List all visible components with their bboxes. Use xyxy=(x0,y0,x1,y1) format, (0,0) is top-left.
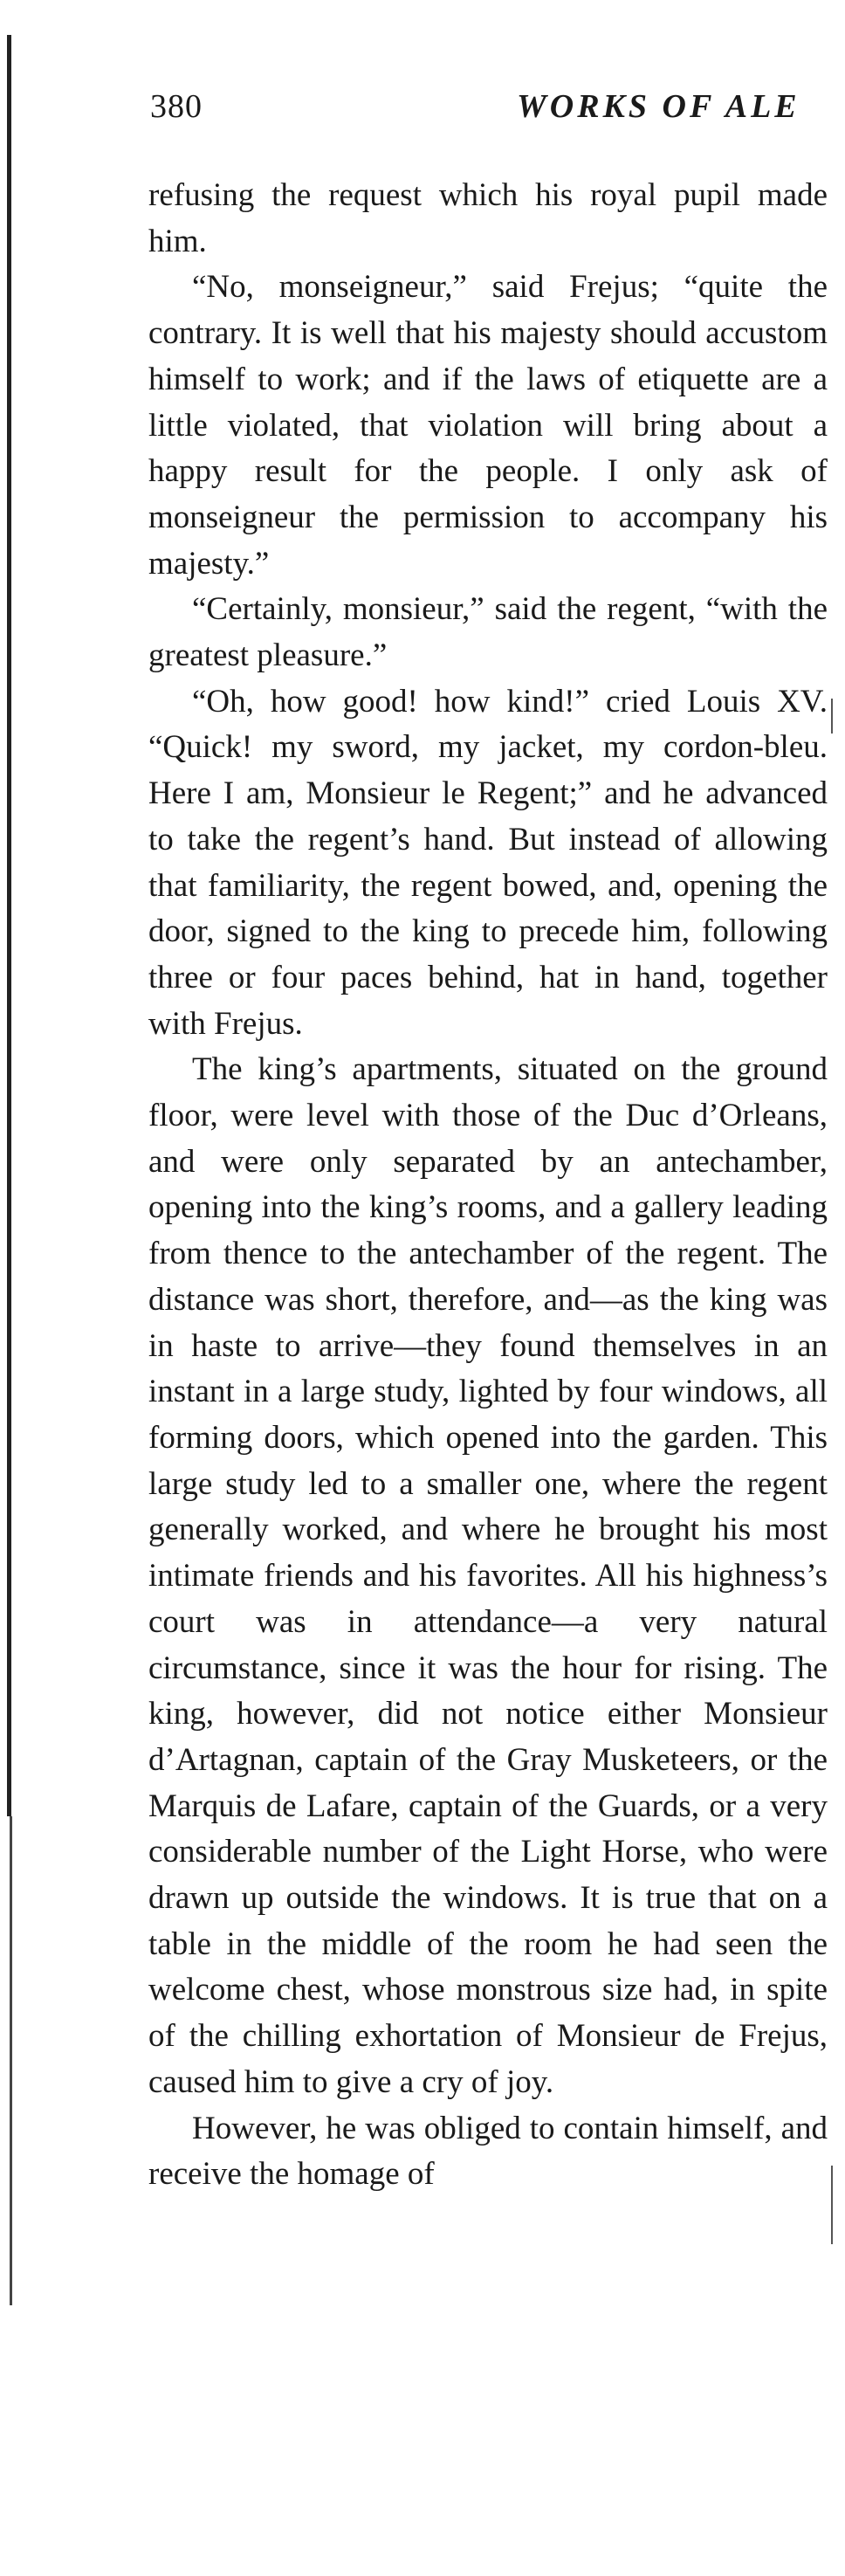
margin-mark xyxy=(831,2166,833,2244)
page-number: 380 xyxy=(150,88,203,125)
page-binding-edge xyxy=(7,35,11,1816)
page-binding-edge-lower xyxy=(10,1816,12,2305)
paragraph: “Certainly, monsieur,” said the regent, “with the greatest pleasure.” xyxy=(148,591,828,674)
paragraph: However, he was obliged to contain himself, and receive the homage of xyxy=(148,2110,828,2193)
page-header xyxy=(150,87,845,140)
paragraph: “Oh, how good! how kind!” cried Louis XV. “Quick! my sword, my jacket, my cordon-bleu. Here I am, Monsieur le Regent;” and he advanced to take the regent’s hand. But instead of allowing that familiarity, the regent bowed, and, opening the door, signed to the king to precede him, following three or four paces behind, hat in hand, together with Frejus. xyxy=(148,683,828,1042)
running-head: WORKS OF ALE xyxy=(517,88,800,125)
margin-mark xyxy=(831,699,833,734)
paragraph: “No, monseigneur,” said Frejus; “quite the contrary. It is well that his majesty should accustom himself to work; and if the laws of etiquette are a little violated, that violation will bring about a happy result for the people. I only ask of monseigneur the permission to accompany his majesty.” xyxy=(148,269,828,582)
paragraph: The king’s apartments, situated on the ground floor, were level with those of the Duc d’Orleans, and were only separated by an antechamber, opening into the king’s rooms, and a gallery leading from thence to the antechamber of the regent. The distance was short, therefore, and—as the king was in haste to arrive—they found themselves in an instant in a large study, lighted by four windows, all forming doors, which opened into the garden. This large study led to a smaller one, where the regent generally worked, and where he brought his most intimate friends and his favorites. All his highness’s court was in attendance—a very natural circumstance, since it was the hour for rising. The king, however, did not notice either Monsieur d’Artagnan, captain of the Gray Musketeers, or the Marquis de Lafare, captain of the Guards, or a very considerable number of the Light Horse, who were drawn up outside the windows. It is true that on a table in the middle of the room he had seen the welcome chest, whose monstrous size had, in spite of the chilling exhortation of Monsieur de Frejus, caused him to give a cry of joy. xyxy=(148,1051,828,2100)
body-text xyxy=(148,173,828,2198)
paragraph-continued: refusing the request which his royal pupil made him. xyxy=(148,177,828,259)
